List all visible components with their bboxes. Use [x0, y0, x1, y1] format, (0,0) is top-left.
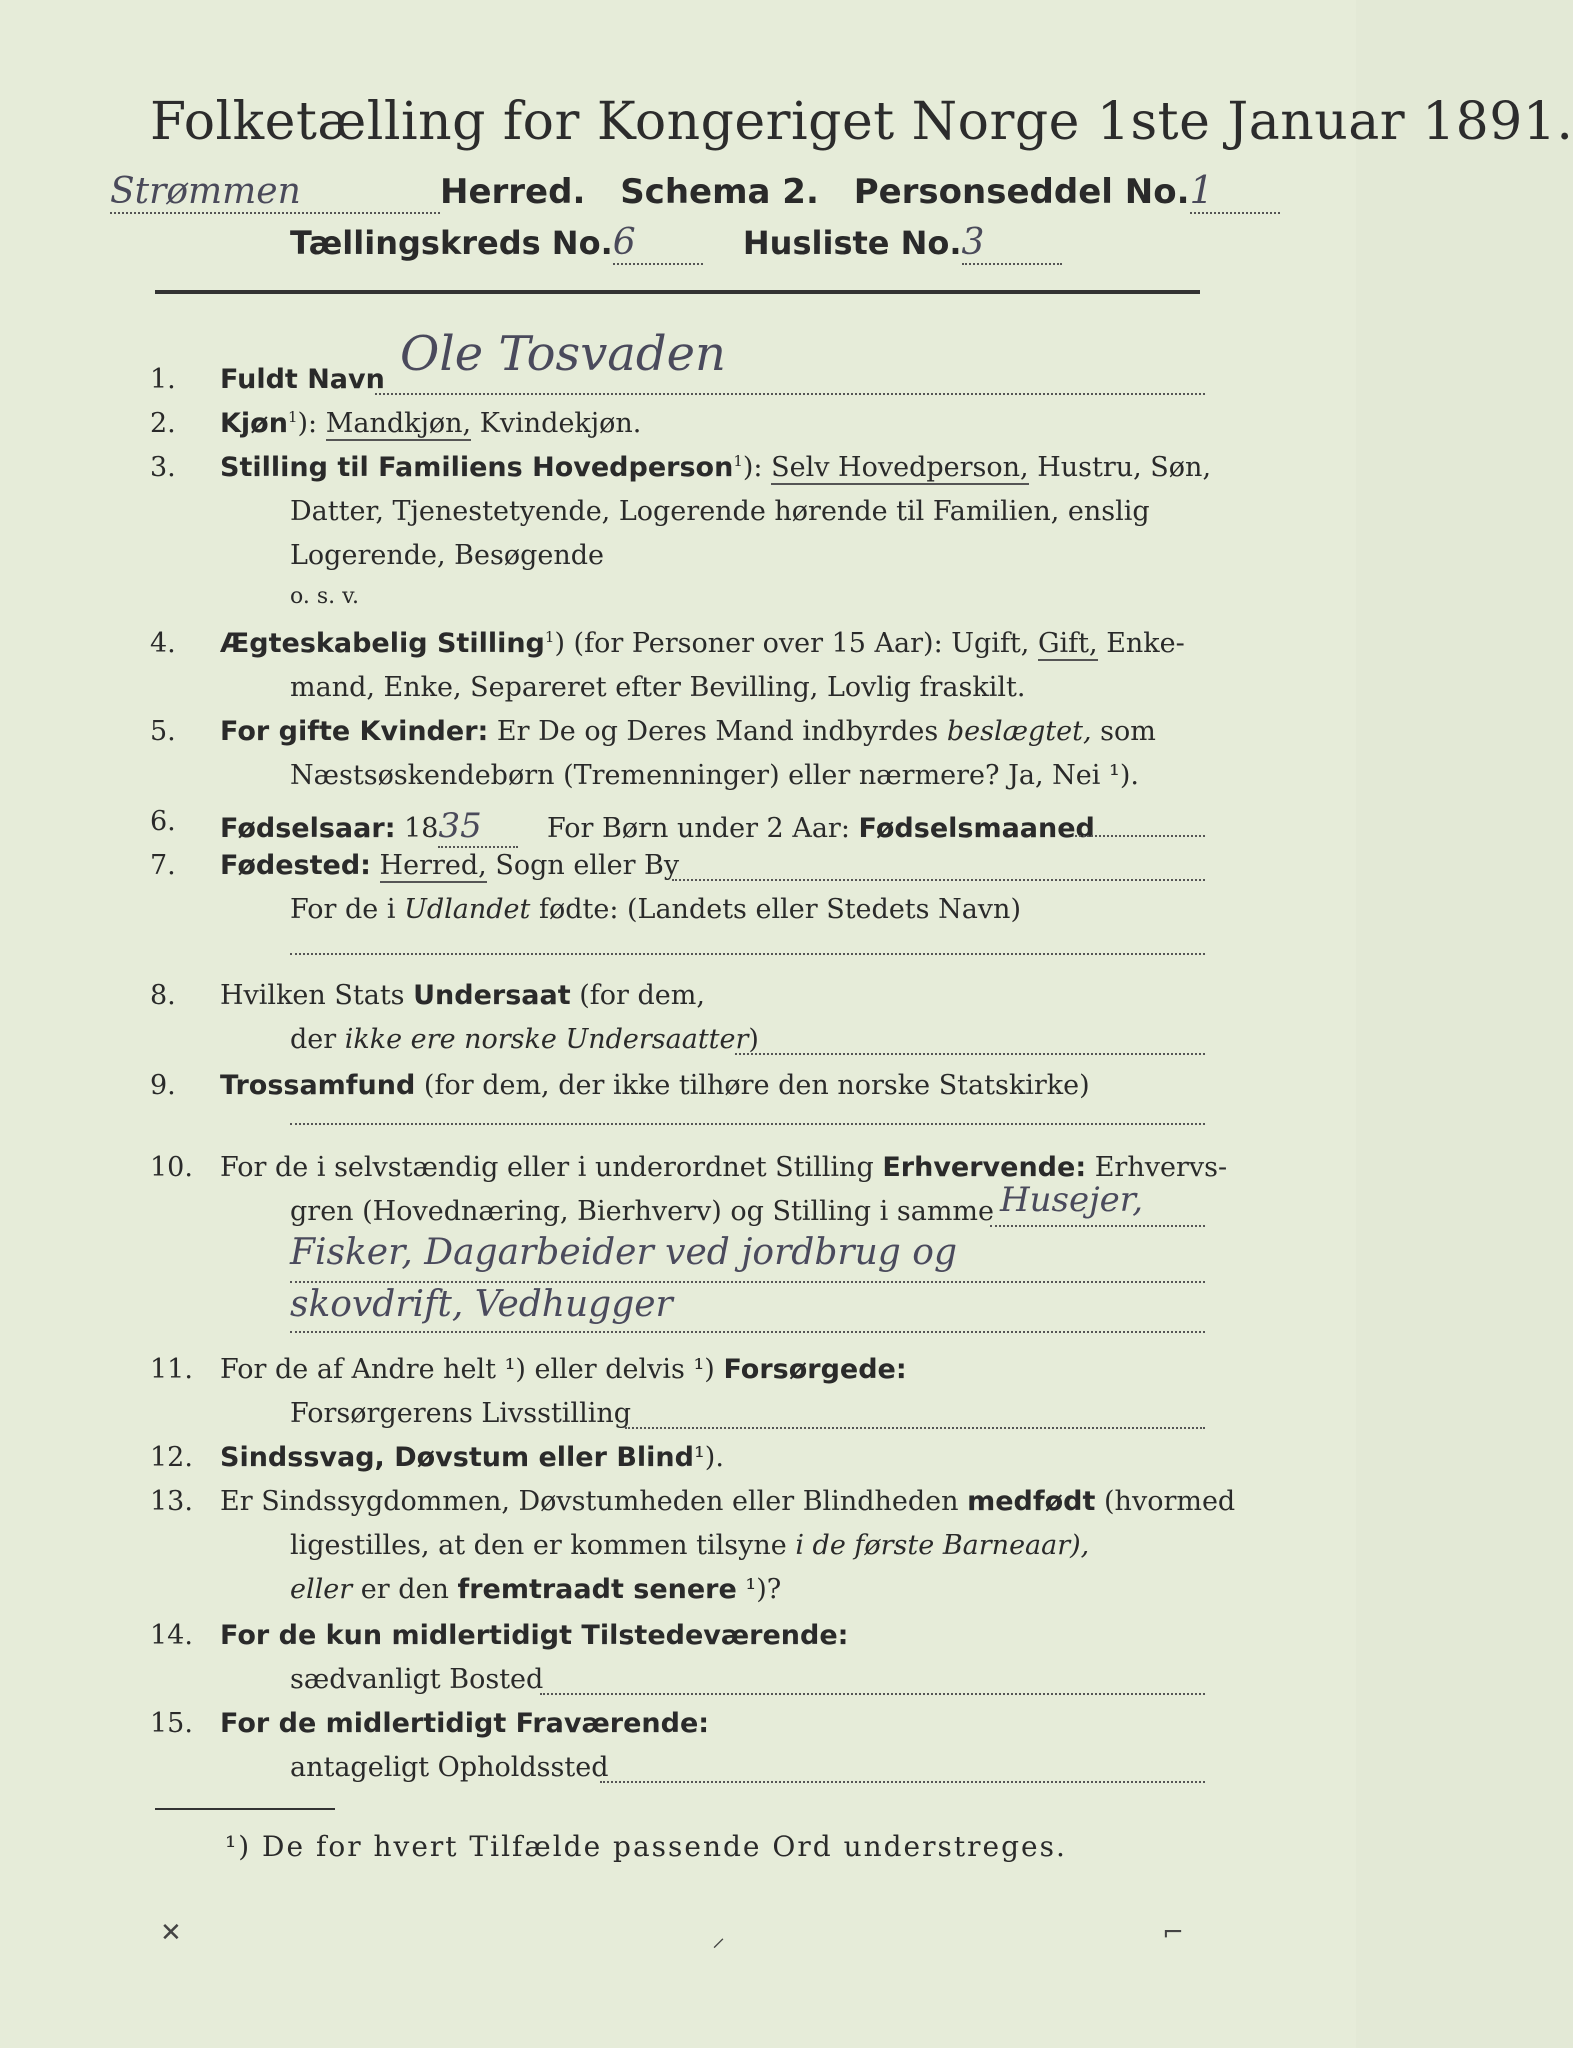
q15-bold: For de midlertidigt Fraværende: [220, 1708, 710, 1739]
q1-fill-line [375, 392, 1205, 395]
q5-line1 [220, 716, 1156, 747]
q3-label: Stilling til Familiens Hovedperson [220, 452, 734, 483]
q13-number: 13. [150, 1486, 193, 1517]
q10-hand1: Husejer, [1000, 1180, 1144, 1220]
q5-label: For gifte Kvinder: [220, 716, 489, 747]
q10-fill-line3 [290, 1280, 1205, 1283]
q11-text: For de af Andre helt ¹) eller delvis ¹) [220, 1354, 715, 1385]
footnote-rule [155, 1808, 335, 1810]
q8-line2a: der [290, 1024, 337, 1055]
q2-sup: 1 [287, 408, 298, 426]
q3-line4: o. s. v. [290, 584, 359, 609]
q2-rest: ): [297, 408, 318, 439]
q13-text: Er Sindssygdommen, Døvstumheden eller Blindheden [220, 1486, 959, 1517]
q13-line3it: eller [290, 1574, 353, 1605]
q11-fill-line [625, 1426, 1205, 1429]
schema-label: Schema 2. [620, 172, 819, 212]
q8-close-paren: ) [748, 1024, 759, 1055]
q3-opt-self: Selv Hovedperson, [771, 452, 1029, 483]
q13-line2it: i de første Barneaar), [795, 1530, 1090, 1561]
q6-prefix: 18 [404, 813, 439, 844]
q4-line2: mand, Enke, Separeret efter Bevilling, Lovlig fraskilt. [290, 672, 1026, 703]
q13-line3 [290, 1574, 781, 1605]
q9-bold: Trossamfund [220, 1070, 416, 1101]
q6-fill-line [1075, 834, 1205, 837]
q5-line2: Næstsøskendebørn (Tremenninger) eller nærmere? Ja, Nei ¹). [290, 760, 1139, 791]
q10-number: 10. [150, 1152, 193, 1183]
q7-rest: Sogn eller By [495, 850, 680, 881]
q14-line2: sædvanligt Bosted [290, 1664, 544, 1695]
q2-opt-male: Mandkjøn, [325, 408, 472, 439]
q12-rest: ¹). [693, 1442, 724, 1473]
q10-hand2: Fisker, Dagarbeider ved jordbrug og [290, 1232, 958, 1273]
q2-label: Kjøn [220, 408, 288, 439]
herred-line [110, 168, 1280, 214]
q12-bold: Sindssvag, Døvstum eller Blind [220, 1442, 694, 1473]
q13-rest: (hvormed [1104, 1486, 1236, 1517]
personseddel-label: Personseddel No. [853, 172, 1190, 212]
q3-line1 [220, 452, 1211, 483]
q6-rest: For Børn under 2 Aar: [547, 813, 850, 844]
q8-line1 [220, 980, 705, 1011]
q15-line2: antageligt Opholdssted [290, 1752, 609, 1783]
header-rule [155, 290, 1200, 294]
q8-line2 [290, 1024, 759, 1055]
q14-number: 14. [150, 1620, 193, 1651]
q1-name-value: Ole Tosvaden [400, 326, 726, 382]
q5-text2: som [1100, 716, 1156, 747]
q11-line1 [220, 1354, 907, 1385]
q2-line [220, 408, 641, 439]
q10-bold: Erhvervende: [882, 1152, 1087, 1183]
herred-label: Herred. [440, 172, 586, 212]
q7-line2it: Udlandet [404, 894, 531, 925]
q3-sup: 1 [733, 452, 743, 470]
q10-line2: gren (Hovednæring, Bierhverv) og Stilling i samme [290, 1196, 995, 1227]
q5-number: 5. [150, 716, 176, 747]
corner-mark-center: ⸝ [712, 1923, 726, 1953]
q14-bold: For de kun midlertidigt Tilstedeværende: [220, 1620, 849, 1651]
kreds-label: Tællingskreds No. [290, 224, 613, 262]
husliste-value: 3 [962, 222, 1062, 265]
q13-line1 [220, 1486, 1235, 1517]
q7-line1 [220, 850, 679, 881]
footnote: ¹) De for hvert Tilfælde passende Ord understreges. [225, 1830, 1067, 1863]
q8-fill-line [735, 1052, 1205, 1055]
q7-opt-herred: Herred, [379, 850, 487, 881]
q4-label: Ægteskabelig Stilling [220, 628, 545, 659]
q7-line2a: For de i [290, 894, 396, 925]
q13-line3b: ¹)? [745, 1574, 782, 1605]
q3-line3: Logerende, Besøgende [290, 540, 604, 571]
corner-mark-right: ⌐ [1162, 1918, 1184, 1948]
q9-line1 [220, 1070, 1090, 1101]
q13-line3a: er den [360, 1574, 449, 1605]
q10-fill-line2 [990, 1224, 1205, 1227]
q13-line2a: ligestilles, at den er kommen tilsyne [290, 1530, 787, 1561]
q12-line [220, 1442, 724, 1473]
q11-bold: Forsørgede: [723, 1354, 907, 1385]
q4-opt-gift: Gift, [1037, 628, 1098, 659]
personseddel-value: 1 [1190, 168, 1280, 214]
q4-paren: ) (for Personer over 15 Aar): Ugift, [554, 628, 1030, 659]
q9-fill-line [290, 1122, 1205, 1125]
q4-sup: 1 [544, 628, 555, 646]
q10-fill-line4 [290, 1330, 1205, 1333]
corner-mark-left: ✕ [160, 1918, 182, 1948]
form-title: Folketælling for Kongeriget Norge 1ste Januar 1891. [150, 92, 1573, 152]
q2-opt-female: Kvindekjøn. [479, 408, 642, 439]
q7-line2 [290, 894, 1021, 925]
herred-value: Strømmen [110, 171, 440, 214]
husliste-label: Husliste No. [742, 224, 962, 262]
q7-number: 7. [150, 850, 176, 881]
q9-number: 9. [150, 1070, 176, 1101]
q8-text: Hvilken Stats [220, 980, 405, 1011]
q11-number: 11. [150, 1354, 193, 1385]
q3-number: 3. [150, 452, 176, 483]
q8-bold: Undersaat [413, 980, 571, 1011]
q4-line1 [220, 628, 1185, 659]
q6-bold2: Fødselsmaaned [858, 813, 1095, 844]
q6-line [220, 806, 1095, 848]
q10-rest: Erhvervs- [1094, 1152, 1228, 1183]
q2-number: 2. [150, 408, 176, 439]
q8-number: 8. [150, 980, 176, 1011]
q9-rest: (for dem, der ikke tilhøre den norske Statskirke) [423, 1070, 1090, 1101]
q4-enke: Enke- [1106, 628, 1185, 659]
kreds-value: 6 [613, 222, 703, 265]
q11-line2: Forsørgerens Livsstilling [290, 1398, 632, 1429]
kreds-line [290, 222, 1062, 265]
q5-text1: Er De og Deres Mand indbyrdes [496, 716, 939, 747]
q7-line2b: fødte: (Landets eller Stedets Navn) [538, 894, 1021, 925]
q13-line3bold: fremtraadt senere [457, 1574, 737, 1605]
q15-fill-line [600, 1780, 1205, 1783]
q10-hand3: skovdrift, Vedhugger [290, 1284, 673, 1325]
q6-number: 6. [150, 806, 176, 837]
q3-line2: Datter, Tjenestetyende, Logerende hørende til Familien, enslig [290, 496, 1150, 527]
q10-text: For de i selvstændig eller i underordnet Stilling [220, 1152, 874, 1183]
q15-number: 15. [150, 1708, 193, 1739]
q7-fill-line1 [672, 878, 1205, 881]
q8-line2it: ikke ere norske Undersaatter [344, 1024, 749, 1055]
q6-year-value: 35 [438, 806, 518, 848]
q1-number: 1. [150, 364, 176, 395]
q13-line2 [290, 1530, 1089, 1561]
q10-line1 [220, 1152, 1227, 1183]
q3-line1-rest: Hustru, Søn, [1037, 452, 1212, 483]
q5-italic: beslægtet, [946, 716, 1092, 747]
q6-label: Fødselsaar: [220, 813, 396, 844]
q12-number: 12. [150, 1442, 193, 1473]
q3-rest: ): [742, 452, 763, 483]
q1-label: Fuldt Navn [220, 364, 385, 395]
q7-label: Fødested: [220, 850, 371, 881]
q14-fill-line [540, 1692, 1205, 1695]
q7-fill-line2 [290, 952, 1205, 955]
q8-rest: (for dem, [579, 980, 705, 1011]
q4-number: 4. [150, 628, 176, 659]
q13-bold: medfødt [967, 1486, 1096, 1517]
